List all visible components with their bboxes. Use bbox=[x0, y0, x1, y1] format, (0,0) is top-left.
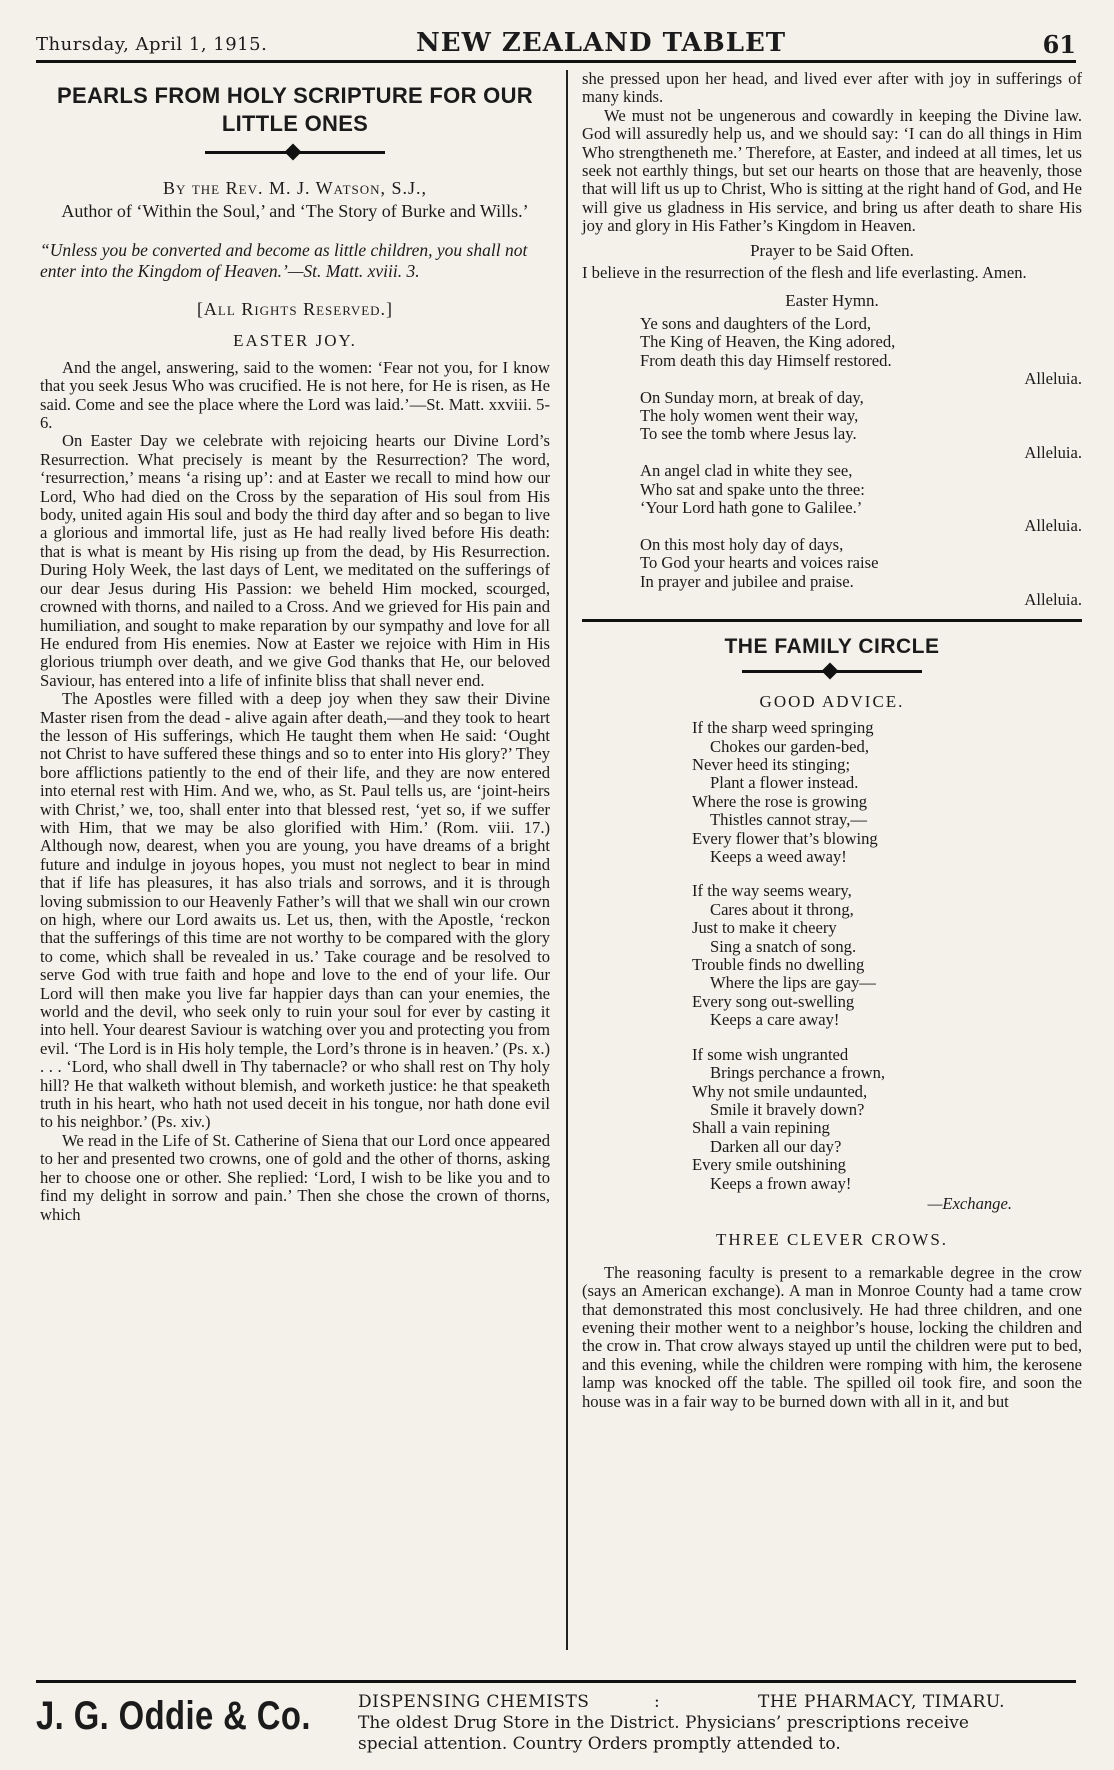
paragraph: We read in the Life of St. Catherine of Siena that our Lord once appeared to her and presented two crowns, one of gold and the other of thorns, asking her to choose one or other. She replied: ‘Lord, I wish to be like you and to find my delight in sorrow and pain.’ Then she chose the crown of thorns, which bbox=[40, 1130, 550, 1224]
hymn-verse: Ye sons and daughters of the Lord, The King of Heaven, the King adored, From death this day Himself restored. bbox=[640, 313, 896, 370]
rights-notice: [All Rights Reserved.] bbox=[196, 299, 394, 319]
author-credits: Author of ‘Within the Soul,’ and ‘The Story of Burke and Wills.’ bbox=[61, 201, 529, 221]
ad-line: The oldest Drug Store in the District. Physicians’ prescriptions receive bbox=[358, 1713, 969, 1733]
alleluia: Alleluia. bbox=[1024, 516, 1082, 536]
ornament-divider bbox=[742, 663, 922, 679]
ornament-divider bbox=[205, 144, 385, 160]
poem-stanza: If the way seems weary, Cares about it throng, Just to make it cheery Sing a snatch of song. Trouble finds no dwelling Where the lips are gay— Every song out-swelling Keeps a care away! bbox=[692, 881, 876, 1030]
hymn-verse: An angel clad in white they see, Who sat and spake unto the three: ‘Your Lord hath gone to Galilee.’ bbox=[640, 461, 865, 517]
continued-paragraph: she pressed upon her head, and lived ever after with joy in sufferings of many kinds. bbox=[582, 69, 1082, 107]
ad-line: DISPENSING CHEMISTS : THE PHARMACY, TIMARU. bbox=[358, 1692, 1006, 1712]
left-column bbox=[40, 70, 550, 1224]
advertisement-text bbox=[358, 1692, 1078, 1755]
alleluia: Alleluia. bbox=[1024, 369, 1082, 389]
prayer-title: Prayer to be Said Often. bbox=[750, 240, 914, 260]
header-rule bbox=[36, 60, 1076, 63]
advertiser-name: J. G. Oddie & Co. bbox=[36, 1694, 311, 1738]
hymn-title: Easter Hymn. bbox=[785, 291, 879, 311]
paragraph: The Apostles were filled with a deep joy when they saw their Divine Master risen from the dead - alive again after death,—and they took to heart the lesson of His sufferings, which He taught them when He said: ‘Ought not Christ to have suffered these things and so to enter into His glory?’ They bore afflictions patiently to the end of their life, and they are now entered into eternal rest with Him. And we, who, as St. Paul tells us, are ‘joint-heirs with Christ,’ we, too, shall enter into that blessed rest, ‘yet so, if we suffer with Him, that we may be also glorified with Him.’ (Rom. viii. 17.) Although now, dearest, when you are young, you have dreams of a bright future and indulge in joyous hopes, you must not neglect to bear in mind that if life has pleasures, it has also trials and sorrows, and it is through loving submission to our Heavenly Father’s will that we shall win our crown on high, where our Lord awaits us. Let us, then, with the Apostle, ‘reckon that the sufferings of this time are not worthy to be compared with the glory to come, which shall be revealed in us.’ Take courage and be resolved to serve God with true faith and hope and love to the end of your life. Our Lord will then make you live far happier days than can your enemies, the world and the devil, who seek only to ruin your soul for ever by casting it into hell. Your dearest Saviour is watching over you and protecting you from evil. ‘The Lord is in His holy temple, the Lord’s throne is in heaven.’ (Ps. x.) . . . ‘Lord, who shall dwell in Thy tabernacle? or who shall rest on Thy holy hill? He that walketh without blemish, and worketh justice: he that speaketh truth in his heart, who hath not used deceit in his tongue, nor hath done evil to his neighbor.’ (Ps. xiv.) bbox=[40, 689, 550, 1132]
poem-stanza: If the sharp weed springing Chokes our garden-bed, Never heed its stinging; Plant a flower instead. Where the rose is growing Thistles cannot stray,— Every flower that’s blowing Keeps a weed away! bbox=[692, 718, 878, 867]
page-header bbox=[36, 26, 1076, 59]
alleluia: Alleluia. bbox=[1024, 442, 1082, 462]
section-rule bbox=[582, 619, 1082, 622]
issue-date: Thursday, April 1, 1915. bbox=[36, 34, 268, 55]
crows-title: THREE CLEVER CROWS. bbox=[715, 1230, 949, 1250]
good-advice-title: GOOD ADVICE. bbox=[759, 691, 905, 711]
article-title: PEARLS FROM HOLY SCRIPTURE FOR OUR LITTLE ONES bbox=[57, 83, 533, 136]
paragraph: And the angel, answering, said to the women: ‘Fear not you, for I know that you seek Jesus Who was crucified. He is not here, for He is risen, as He said. Come and see the place where the Lord was laid.’—St. Matt. xxviii. 5-6. bbox=[40, 357, 550, 433]
hymn-verse: On this most holy day of days, To God your hearts and voices raise In prayer and jubilee and praise. bbox=[640, 534, 879, 591]
paragraph: The reasoning faculty is present to a remarkable degree in the crow (says an American exchange). A man in Monroe County had a tame crow that demonstrated this most conclusively. He had three children, and one evening their mother went to a neighbor’s house, locking the children and the crow in. That crow always stayed up until the children were put to bed, and this evening, while the children were romping with him, the kerosene lamp was knocked off the table. The spilled oil took fire, and soon the house was in a fair way to be burned down with all in it, and but bbox=[582, 1262, 1082, 1411]
hymn-verse: On Sunday morn, at break of day, The holy women went their way, To see the tomb where Jesus lay. bbox=[640, 387, 864, 444]
epigraph: “Unless you be converted and become as little children, you shall not enter into the Kingdom of Heaven.’—St. Matt. xviii. 3. bbox=[40, 240, 528, 281]
paragraph: We must not be ungenerous and cowardly in keeping the Divine law. God will assuredly help us, and we should say: ‘I can do all things in Him Who strengtheneth me.’ Therefore, at Easter, and indeed at all times, let us seek not earthly things, but set our hearts on those that are heavenly, those that will lift us up to Christ, Who is sitting at the right hand of God, and He will give us gladness in His service, and bring us after death to share His joy and glory in His Father’s Kingdom in Heaven. bbox=[582, 105, 1082, 236]
footer-rule bbox=[36, 1680, 1076, 1683]
ad-line: special attention. Country Orders promptly attended to. bbox=[358, 1734, 841, 1754]
right-column bbox=[582, 70, 1082, 1411]
page-number: 61 bbox=[1042, 30, 1076, 59]
column-divider bbox=[566, 70, 568, 1650]
byline: By the Rev. M. J. Watson, S.J., bbox=[162, 178, 428, 198]
poem-stanza: If some wish ungranted Brings perchance a frown, Why not smile undaunted, Smile it bravely down? Shall a vain repining Darken all our day? Every smile outshining Keeps a frown away! bbox=[692, 1044, 886, 1193]
section-subhead: EASTER JOY. bbox=[233, 331, 357, 351]
alleluia: Alleluia. bbox=[1024, 589, 1082, 609]
paragraph: On Easter Day we celebrate with rejoicing hearts our Divine Lord’s Resurrection. What precisely is meant by the Resurrection? The word, ‘resurrection,’ means ‘a rising up’: and at Easter we recall to mind how our Lord, Who had died on the Cross by the separation of His soul from His body, united again His soul and body the third day after and so began to live a glorious and immortal life, just as He had really lived before His death: that is what is meant by His rising up from the dead, by His Resurrection. During Holy Week, the last days of Lent, we meditated on the sufferings of our dear Jesus during His Passion: we beheld Him mocked, scourged, crowned with thorns, and nailed to a Cross. And we grieved for His pain and humiliation, and sought to make reparation by our sympathy and love for all He endured from His enemies. Now at Easter we rejoice with Him in His glorious triumph over death, and we give God thanks that He, our beloved Saviour, has entered into a life of infinite bliss that shall never end. bbox=[40, 431, 550, 690]
masthead-title: NEW ZEALAND TABLET bbox=[416, 28, 787, 58]
prayer-text: I believe in the resurrection of the flesh and life everlasting. Amen. bbox=[582, 263, 1027, 283]
poem-source: —Exchange. bbox=[927, 1193, 1012, 1213]
family-circle-title: THE FAMILY CIRCLE bbox=[724, 635, 940, 659]
